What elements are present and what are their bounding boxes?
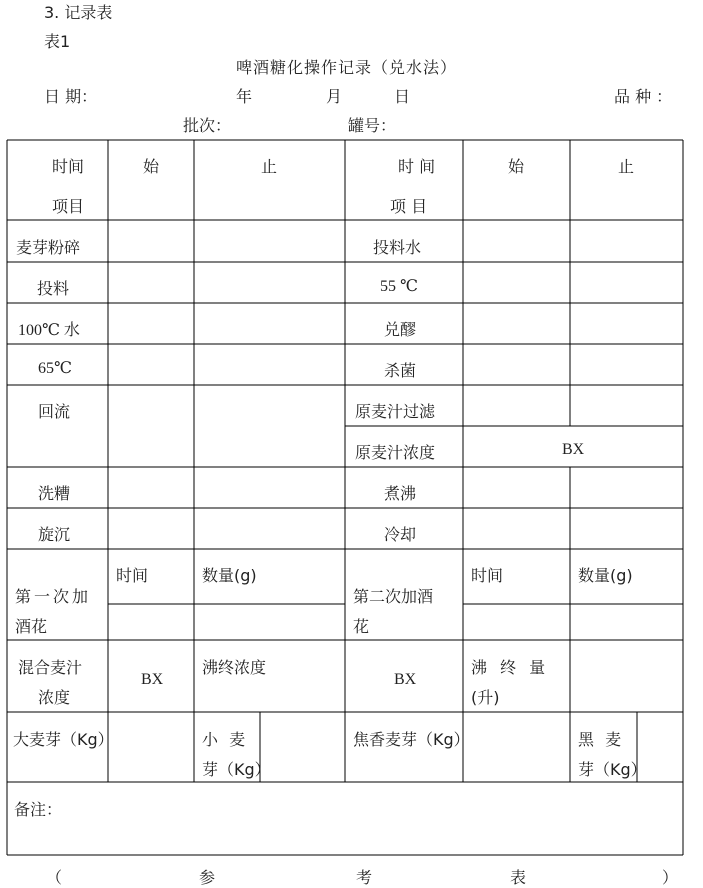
row-label-mashing-in: 投料 [37,279,70,298]
boil-end-concentration-label: 沸终浓度 [202,658,267,677]
second-hops-label-line2: 花 [353,617,370,636]
wheat-malt-label-line2: 芽（Kg） [202,760,271,779]
row-label-100c-water: 100℃ 水 [18,322,80,339]
row-label-wort-concentration: 原麦汁浓度 [355,443,436,462]
wheat-malt-label-line1: 小 麦 [202,730,249,749]
row-label-reflux: 回流 [38,402,71,421]
wort-concentration-unit: BX [562,441,585,458]
header-item-left: 项目 [52,197,85,216]
tank-label: 罐号： [348,116,397,135]
black-malt-label-line1: 黑 麦 [578,730,625,749]
black-malt-label-line2: 芽（Kg） [578,760,647,779]
footer-paren-open: （ [46,868,63,887]
footer-word-3: 表 [510,868,527,887]
boil-end-concentration-unit: BX [394,671,417,688]
header-end-left: 止 [261,157,278,176]
table-number: 表1 [44,32,71,51]
header-time-left: 时间 [52,157,85,176]
header-start-left: 始 [143,157,160,176]
boil-end-volume-label-line1: 沸 终 量 [471,658,550,677]
barley-malt-label: 大麦芽（Kg） [13,730,114,749]
row-label-whirlpool: 旋沉 [38,525,71,544]
row-label-55c: 55 ℃ [380,278,418,295]
footer-word-1: 参 [199,868,216,887]
mixed-wort-unit: BX [141,671,164,688]
row-label-malt-milling: 麦芽粉碎 [16,238,81,257]
row-label-blending: 兑醪 [384,320,417,339]
batch-label: 批次： [183,116,232,135]
row-label-65c: 65℃ [38,360,72,377]
variety-label: 品 种 ： [614,87,673,106]
header-time-right: 时 间 [398,157,436,176]
year-label: 年 [236,87,253,106]
row-label-cooling: 冷却 [384,525,417,544]
header-item-right: 项 目 [390,197,428,216]
header-start-right: 始 [508,157,525,176]
row-label-sterilization: 杀菌 [384,361,417,380]
caramel-malt-label: 焦香麦芽（Kg） [353,730,470,749]
footer-word-2: 考 [356,868,373,887]
boil-end-volume-label-line2: (升) [471,688,500,707]
month-label: 月 [326,87,343,106]
mixed-wort-label-line2: 浓度 [38,688,71,707]
first-hops-label-line2: 酒花 [15,617,48,636]
mixed-wort-label-line1: 混合麦汁 [18,658,83,677]
row-label-wort-filtration: 原麦汁过滤 [355,402,436,421]
second-hops-label-line1: 第二次加酒 [353,587,434,606]
table-title: 啤酒糖化操作记录（兑水法） [236,58,458,77]
row-label-sparging: 洗糟 [38,484,71,503]
row-label-mash-water: 投料水 [373,238,422,257]
second-hops-time: 时间 [471,566,504,585]
footer-paren-close: ） [662,868,679,887]
section-heading: 3. 记录表 [44,3,113,22]
first-hops-qty: 数量(g) [202,566,257,585]
row-label-boiling: 煮沸 [384,484,417,503]
first-hops-label-line1: 第一次加 [15,587,92,606]
header-end-right: 止 [618,157,635,176]
date-label: 日 期： [44,87,98,106]
remarks-label: 备注： [14,800,63,819]
second-hops-qty: 数量(g) [578,566,633,585]
first-hops-time: 时间 [116,566,149,585]
day-label: 日 [394,87,411,106]
